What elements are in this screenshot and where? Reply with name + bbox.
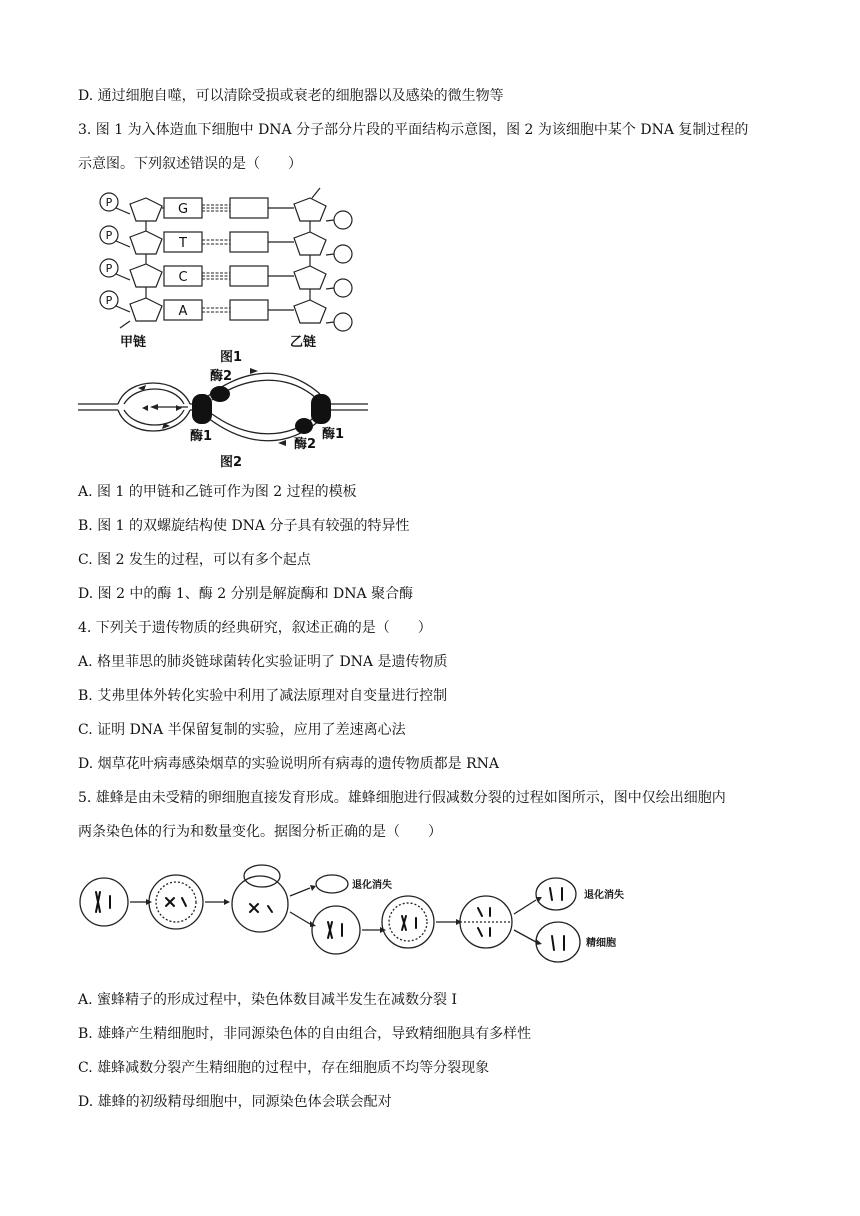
base-label: G	[177, 202, 189, 217]
phosphate-label: P	[105, 294, 113, 307]
strand-b-label: 乙链	[290, 335, 317, 350]
phosphate-label: P	[105, 196, 113, 209]
q3-option-b: B. 图 1 的双螺旋结构使 DNA 分子具有较强的特异性	[78, 518, 410, 534]
figure-2-dna-replication	[78, 366, 368, 474]
base-label: T	[179, 236, 187, 251]
q4-option-d: D. 烟草花叶病毒感染烟草的实验说明所有病毒的遗传物质都是 RNA	[78, 756, 499, 772]
enzyme-2-label: 酶2	[294, 437, 317, 452]
strand-a-label: 甲链	[120, 335, 147, 350]
q4-option-c: C. 证明 DNA 半保留复制的实验，应用了差速离心法	[78, 722, 406, 738]
q5-option-d: D. 雄蜂的初级精母细胞中，同源染色体会联会配对	[78, 1094, 392, 1110]
q2-option-d: D. 通过细胞自噬，可以清除受损或衰老的细胞器以及感染的微生物等	[78, 88, 504, 104]
degenerate-label-2: 退化消失	[584, 890, 624, 901]
enzyme-2-label: 酶2	[210, 369, 233, 384]
q5-option-c: C. 雄蜂减数分裂产生精细胞的过程中，存在细胞质不均等分裂现象	[78, 1060, 490, 1076]
q3-option-a: A. 图 1 的甲链和乙链可作为图 2 过程的模板	[78, 484, 357, 500]
figure-1-caption: 图1	[220, 350, 243, 365]
q3-stem-line2: 示意图。下列叙述错误的是（ ）	[78, 156, 302, 172]
base-label: C	[178, 270, 188, 285]
q5-option-a: A. 蜜蜂精子的形成过程中，染色体数目减半发生在减数分裂 I	[78, 992, 457, 1008]
enzyme-1-label: 酶1	[190, 429, 213, 444]
q3-stem-line1: 3. 图 1 为入体造血下细胞中 DNA 分子部分片段的平面结构示意图，图 2 为该细胞中某个 DNA 复制过程的	[78, 122, 749, 138]
enzyme-1-label: 酶1	[322, 427, 345, 442]
q3-option-c: C. 图 2 发生的过程，可以有多个起点	[78, 552, 311, 568]
q4-option-b: B. 艾弗里体外转化实验中利用了减法原理对自变量进行控制	[78, 688, 448, 704]
phosphate-label: P	[105, 229, 113, 242]
q5-stem-line1: 5. 雄蜂是由未受精的卵细胞直接发育形成。雄蜂细胞进行假减数分裂的过程如图所示，图中仅绘出细胞内	[78, 790, 726, 806]
q5-stem-line2: 两条染色体的行为和数量变化。据图分析正确的是（ ）	[78, 824, 442, 840]
q3-option-d: D. 图 2 中的酶 1、酶 2 分别是解旋酶和 DNA 聚合酶	[78, 586, 414, 602]
figure-1-dna-structure	[90, 186, 360, 366]
phosphate-label: P	[105, 262, 113, 275]
sperm-cell-label: 精细胞	[586, 938, 616, 949]
degenerate-label-1: 退化消失	[352, 880, 392, 891]
q4-option-a: A. 格里菲思的肺炎链球菌转化实验证明了 DNA 是遗传物质	[78, 654, 448, 670]
q5-option-b: B. 雄蜂产生精细胞时，非同源染色体的自由组合，导致精细胞具有多样性	[78, 1026, 532, 1042]
q4-stem: 4. 下列关于遗传物质的经典研究，叙述正确的是（ ）	[78, 620, 432, 636]
base-label: A	[178, 304, 188, 319]
figure-2-caption: 图2	[220, 455, 243, 470]
figure-drone-pseudo-meiosis	[78, 862, 658, 970]
